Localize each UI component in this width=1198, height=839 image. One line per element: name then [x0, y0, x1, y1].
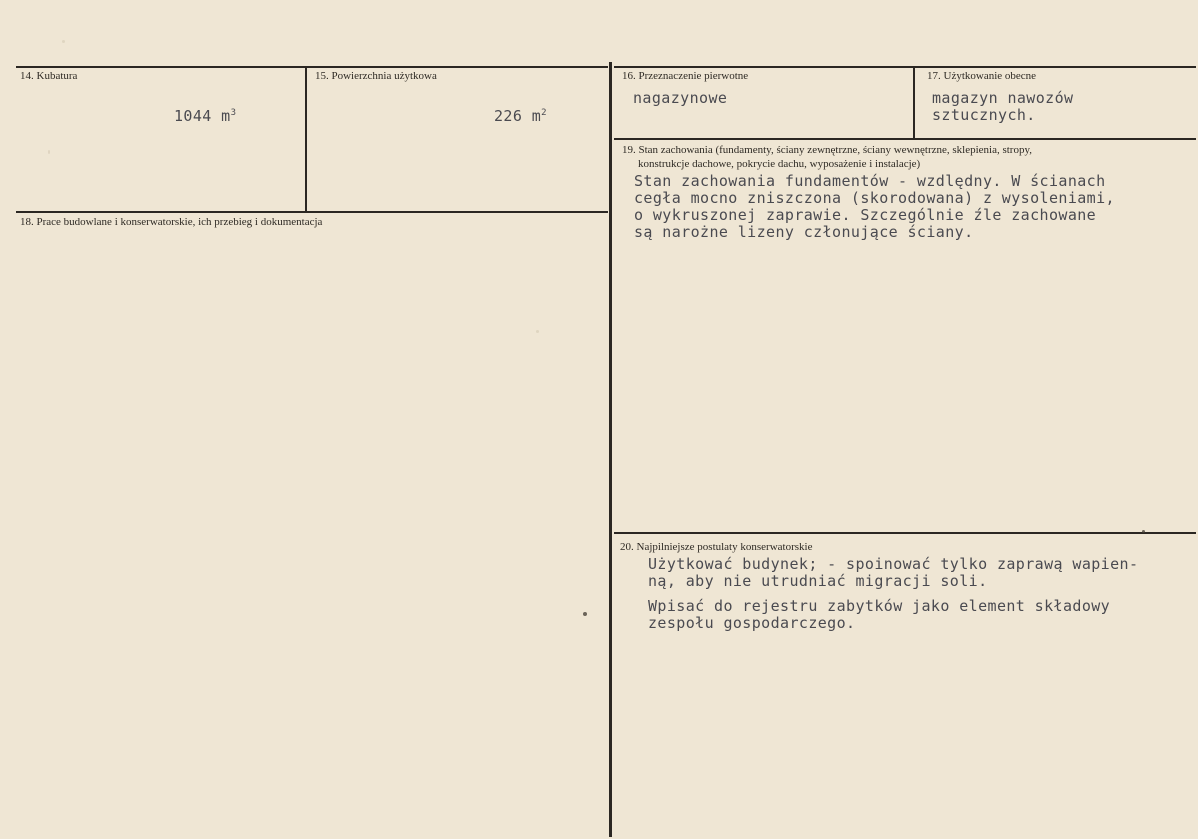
paper-speck — [583, 612, 587, 616]
field-15-label: 15. Powierzchnia użytkowa — [315, 70, 437, 82]
rule-above-18 — [16, 211, 608, 213]
paper-speck — [48, 150, 50, 154]
field-17-value-line-2: sztucznych. — [932, 106, 1036, 124]
field-14-label: 14. Kubatura — [20, 70, 78, 82]
field-17-label: 17. Użytkowanie obecne — [927, 70, 1037, 82]
field-19-label-line-1: 19. Stan zachowania (fundamenty, ściany zewnętrzne, ściany wewnętrzne, sklepienia, stropy, — [622, 144, 1033, 156]
field-19-value-line-4: są narożne lizeny członujące ściany. — [634, 223, 974, 241]
divider-14-15 — [305, 67, 307, 212]
field-18-label: 18. Prace budowlane i konserwatorskie, ich przebieg i dokumentacja — [20, 216, 323, 228]
field-16-value: nagazynowe — [633, 89, 728, 107]
field-20-value2-line-2: zespołu gospodarczego. — [648, 614, 856, 632]
field-15-value — [494, 104, 547, 125]
field-19-value-line-1: Stan zachowania fundamentów - wzdlędny. W ścianach — [634, 172, 1106, 190]
field-16-label: 16. Przeznaczenie pierwotne — [622, 70, 749, 82]
field-20-label: 20. Najpilniejsze postulaty konserwatorskie — [620, 541, 813, 553]
field-14-value — [174, 104, 236, 125]
field-20-value-line-1: Użytkować budynek; - spoinować tylko zaprawą wapien- — [648, 555, 1139, 573]
paper-speck — [1142, 530, 1145, 533]
field-14-unit-sup: 3 — [230, 108, 237, 118]
top-rule-right — [614, 66, 1196, 68]
paper-speck — [62, 40, 65, 43]
rule-above-19 — [614, 138, 1196, 140]
field-15-number: 226 m — [494, 107, 542, 125]
field-20-value-line-2: ną, aby nie utrudniać migracji soli. — [648, 572, 988, 590]
center-divider — [609, 62, 612, 837]
field-19-label-line-2: konstrukcje dachowe, pokrycie dachu, wyposażenie i instalacje) — [638, 158, 921, 170]
field-20-value2-line-1: Wpisać do rejestru zabytków jako element składowy — [648, 597, 1111, 615]
field-15-unit-sup: 2 — [541, 108, 547, 118]
divider-16-17 — [913, 67, 915, 139]
field-19-value-line-3: o wykruszonej zaprawie. Szczególnie źle zachowane — [634, 206, 1097, 224]
paper-speck — [536, 330, 539, 333]
rule-above-20 — [614, 532, 1196, 534]
top-rule-left — [16, 66, 608, 68]
field-14-number: 1044 m — [174, 107, 231, 125]
field-19-value-line-2: cegła mocno zniszczona (skorodowana) z wysoleniami, — [634, 189, 1115, 207]
field-17-value-line-1: magazyn nawozów — [932, 89, 1074, 107]
